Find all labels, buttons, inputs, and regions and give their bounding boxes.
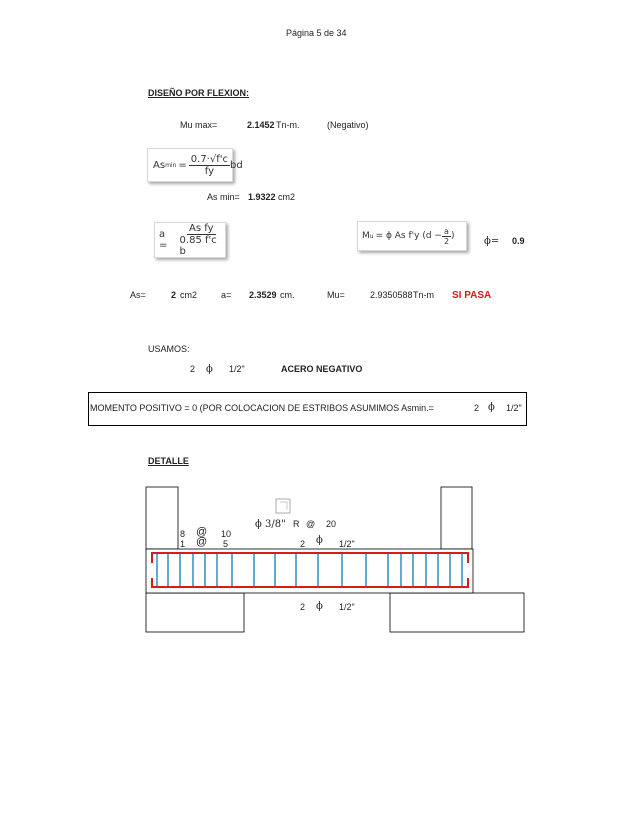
detail-marker-icon [276, 499, 290, 513]
bottom-rebar-count: 2 [300, 602, 306, 612]
usamos-size: 1/2" [229, 364, 245, 374]
phi-icon: ϕ [206, 364, 213, 375]
rest-at: @ [306, 519, 316, 529]
a-unit: cm. [280, 290, 295, 300]
stirrup-at-1: @ [196, 526, 208, 538]
formula-mid: = ϕ As f'y (d − [375, 231, 442, 241]
formula-fraction: $\frac{a}{2}$ [443, 226, 450, 246]
mu-value: 2.9350588 [370, 290, 413, 300]
rest-label: R [293, 519, 300, 529]
mu-max-value: 2.1452 [247, 120, 275, 130]
rest-spacing: 20 [326, 519, 337, 529]
right-column-top [441, 487, 472, 549]
a-value: 2.3529 [249, 290, 277, 300]
formula-sub: u [369, 232, 374, 240]
as-value: 2 [171, 290, 177, 300]
bottom-rebar-size: 1/2" [339, 602, 355, 612]
stirrup-at-2: @ [196, 536, 208, 548]
mu-max-label: Mu max= [180, 120, 218, 130]
left-support [146, 593, 244, 632]
formula-lhs: M [362, 231, 370, 241]
usamos-desc: ACERO NEGATIVO [281, 364, 363, 374]
mu-max-note: (Negativo) [327, 120, 369, 130]
phi-icon: ϕ [316, 601, 323, 612]
stirrup-count-2: 1 [180, 539, 186, 549]
formula-sub: min [165, 161, 177, 169]
formula-fraction: $\frac{\text{As fy}}{\text{0.85 f'c b}}$ [179, 223, 217, 257]
phi-icon: ϕ [488, 402, 495, 413]
page-number: Página 5 de 34 [286, 28, 347, 38]
as-min-label: As min= [207, 192, 240, 202]
status-badge: SI PASA [452, 290, 492, 301]
usamos-title: USAMOS: [148, 344, 190, 354]
momento-positivo-count: 2 [474, 403, 480, 413]
stirrup-diameter: ϕ 3/8" [255, 519, 286, 530]
mu-max-unit: Tn-m. [276, 120, 300, 130]
stirrup-count-1: 8 [180, 529, 186, 539]
mu-label: Mu= [327, 290, 345, 300]
section-title-flexion: DISEÑO POR FLEXION: [148, 88, 250, 98]
usamos-count: 2 [190, 364, 196, 374]
momento-positivo-text: MOMENTO POSITIVO = 0 (POR COLOCACION DE ESTRIBOS ASUMIMOS Asmin.= [90, 403, 434, 413]
section-title-detalle: DETALLE [148, 456, 189, 466]
formula-tail: bd [230, 159, 243, 171]
a-label: a= [221, 290, 232, 300]
mu-unit: Tn-m [413, 290, 434, 300]
as-min-formula: As min = $\frac{0.7\cdot√f'c}{fy}$ bd [147, 148, 233, 182]
momento-positivo-size: 1/2" [506, 403, 522, 413]
formula-lhs: As [153, 159, 166, 171]
phi-label: ϕ= [484, 236, 500, 247]
as-min-unit: cm2 [278, 192, 296, 202]
right-support [390, 593, 524, 632]
phi-icon: ϕ [316, 535, 323, 546]
phi-value: 0.9 [512, 236, 525, 246]
left-column-top [146, 487, 178, 549]
stirrup-spacing-2: 5 [223, 539, 229, 549]
top-rebar-count: 2 [300, 539, 306, 549]
stirrup-spacing-1: 10 [221, 529, 232, 539]
as-unit: cm2 [180, 290, 198, 300]
as-min-value: 1.9322 [248, 192, 276, 202]
formula-lhs: a = [159, 229, 168, 251]
top-rebar-size: 1/2" [339, 539, 355, 549]
formula-close: ) [451, 231, 455, 241]
formula-fraction: $\frac{0.7\cdot√f'c}{fy}$ [190, 153, 229, 177]
as-label: As= [130, 290, 146, 300]
